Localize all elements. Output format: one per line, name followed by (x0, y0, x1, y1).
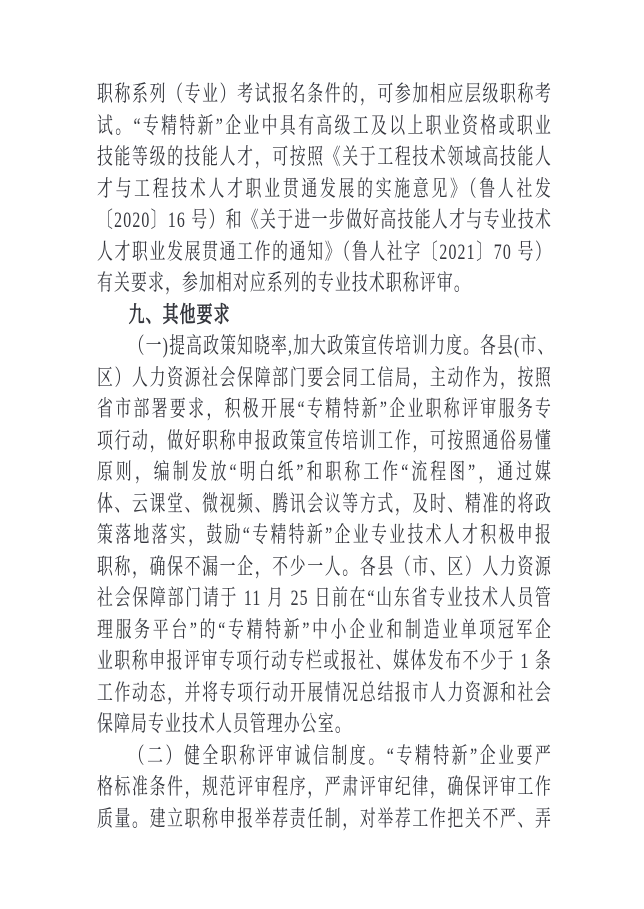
text-line: 省市部署要求，积极开展“专精特新”企业职称评审服务专 (97, 396, 553, 421)
text-line: 项行动，做好职称申报政策宣传培训工作，可按照通俗易懂 (97, 427, 553, 453)
text-line: 质量。建立职称申报举荐责任制，对举荐工作把关不严、弄 (97, 805, 553, 831)
text-line: （一)提高政策知晓率,加大政策宣传培训力度。各县(市、 (128, 333, 555, 358)
text-line: 〔2020〕16 号）和《关于进一步做好高技能人才与专业技术 (97, 207, 553, 232)
section-heading: 九、其他要求 (128, 301, 231, 327)
text-line: 格标准条件，规范评审程序，严肃评审纪律，确保评审工作 (97, 774, 553, 799)
text-line: （二）健全职称评审诚信制度。“专精特新”企业要严 (128, 742, 553, 768)
text-line: 理服务平台”的“专精特新”中小企业和制造业单项冠军企 (97, 616, 553, 642)
text-line: 人才职业发展贯通工作的通知》（鲁人社字〔2021〕70 号） (97, 238, 553, 264)
text-line: 试。“专精特新”企业中具有高级工及以上职业资格或职业 (97, 112, 553, 138)
text-line: 策落地落实，鼓励“专精特新”企业专业技术人才积极申报 (97, 522, 553, 547)
text-line: 社会保障部门请于 11 月 25 日前在“山东省专业技术人员管 (97, 585, 553, 610)
document-text-block (97, 78, 555, 834)
text-line: 原则，编制发放“明白纸”和职称工作“流程图”，通过媒 (97, 459, 553, 484)
text-line: 体、云课堂、微视频、腾讯会议等方式，及时、精准的将政 (97, 490, 553, 516)
text-line: 工作动态，并将专项行动开展情况总结报市人力资源和社会 (97, 679, 553, 705)
text-line: 有关要求，参加相对应系列的专业技术职称评审。 (97, 270, 471, 295)
text-line: 职称系列（专业）考试报名条件的，可参加相应层级职称考 (97, 81, 553, 106)
text-line: 技能等级的技能人才，可按照《关于工程技术领域高技能人 (97, 144, 553, 169)
text-line: 区）人力资源社会保障部门要会同工信局，主动作为，按照 (97, 364, 553, 390)
text-line: 业职称申报评审专项行动专栏或报社、媒体发布不少于 1 条 (97, 648, 553, 673)
text-line: 才与工程技术人才职业贯通发展的实施意见》（鲁人社发 (97, 175, 553, 201)
text-line: 保障局专业技术人员管理办公室。 (97, 711, 352, 736)
text-line: 职称，确保不漏一企，不少一人。各县（市、区）人力资源 (97, 553, 553, 579)
